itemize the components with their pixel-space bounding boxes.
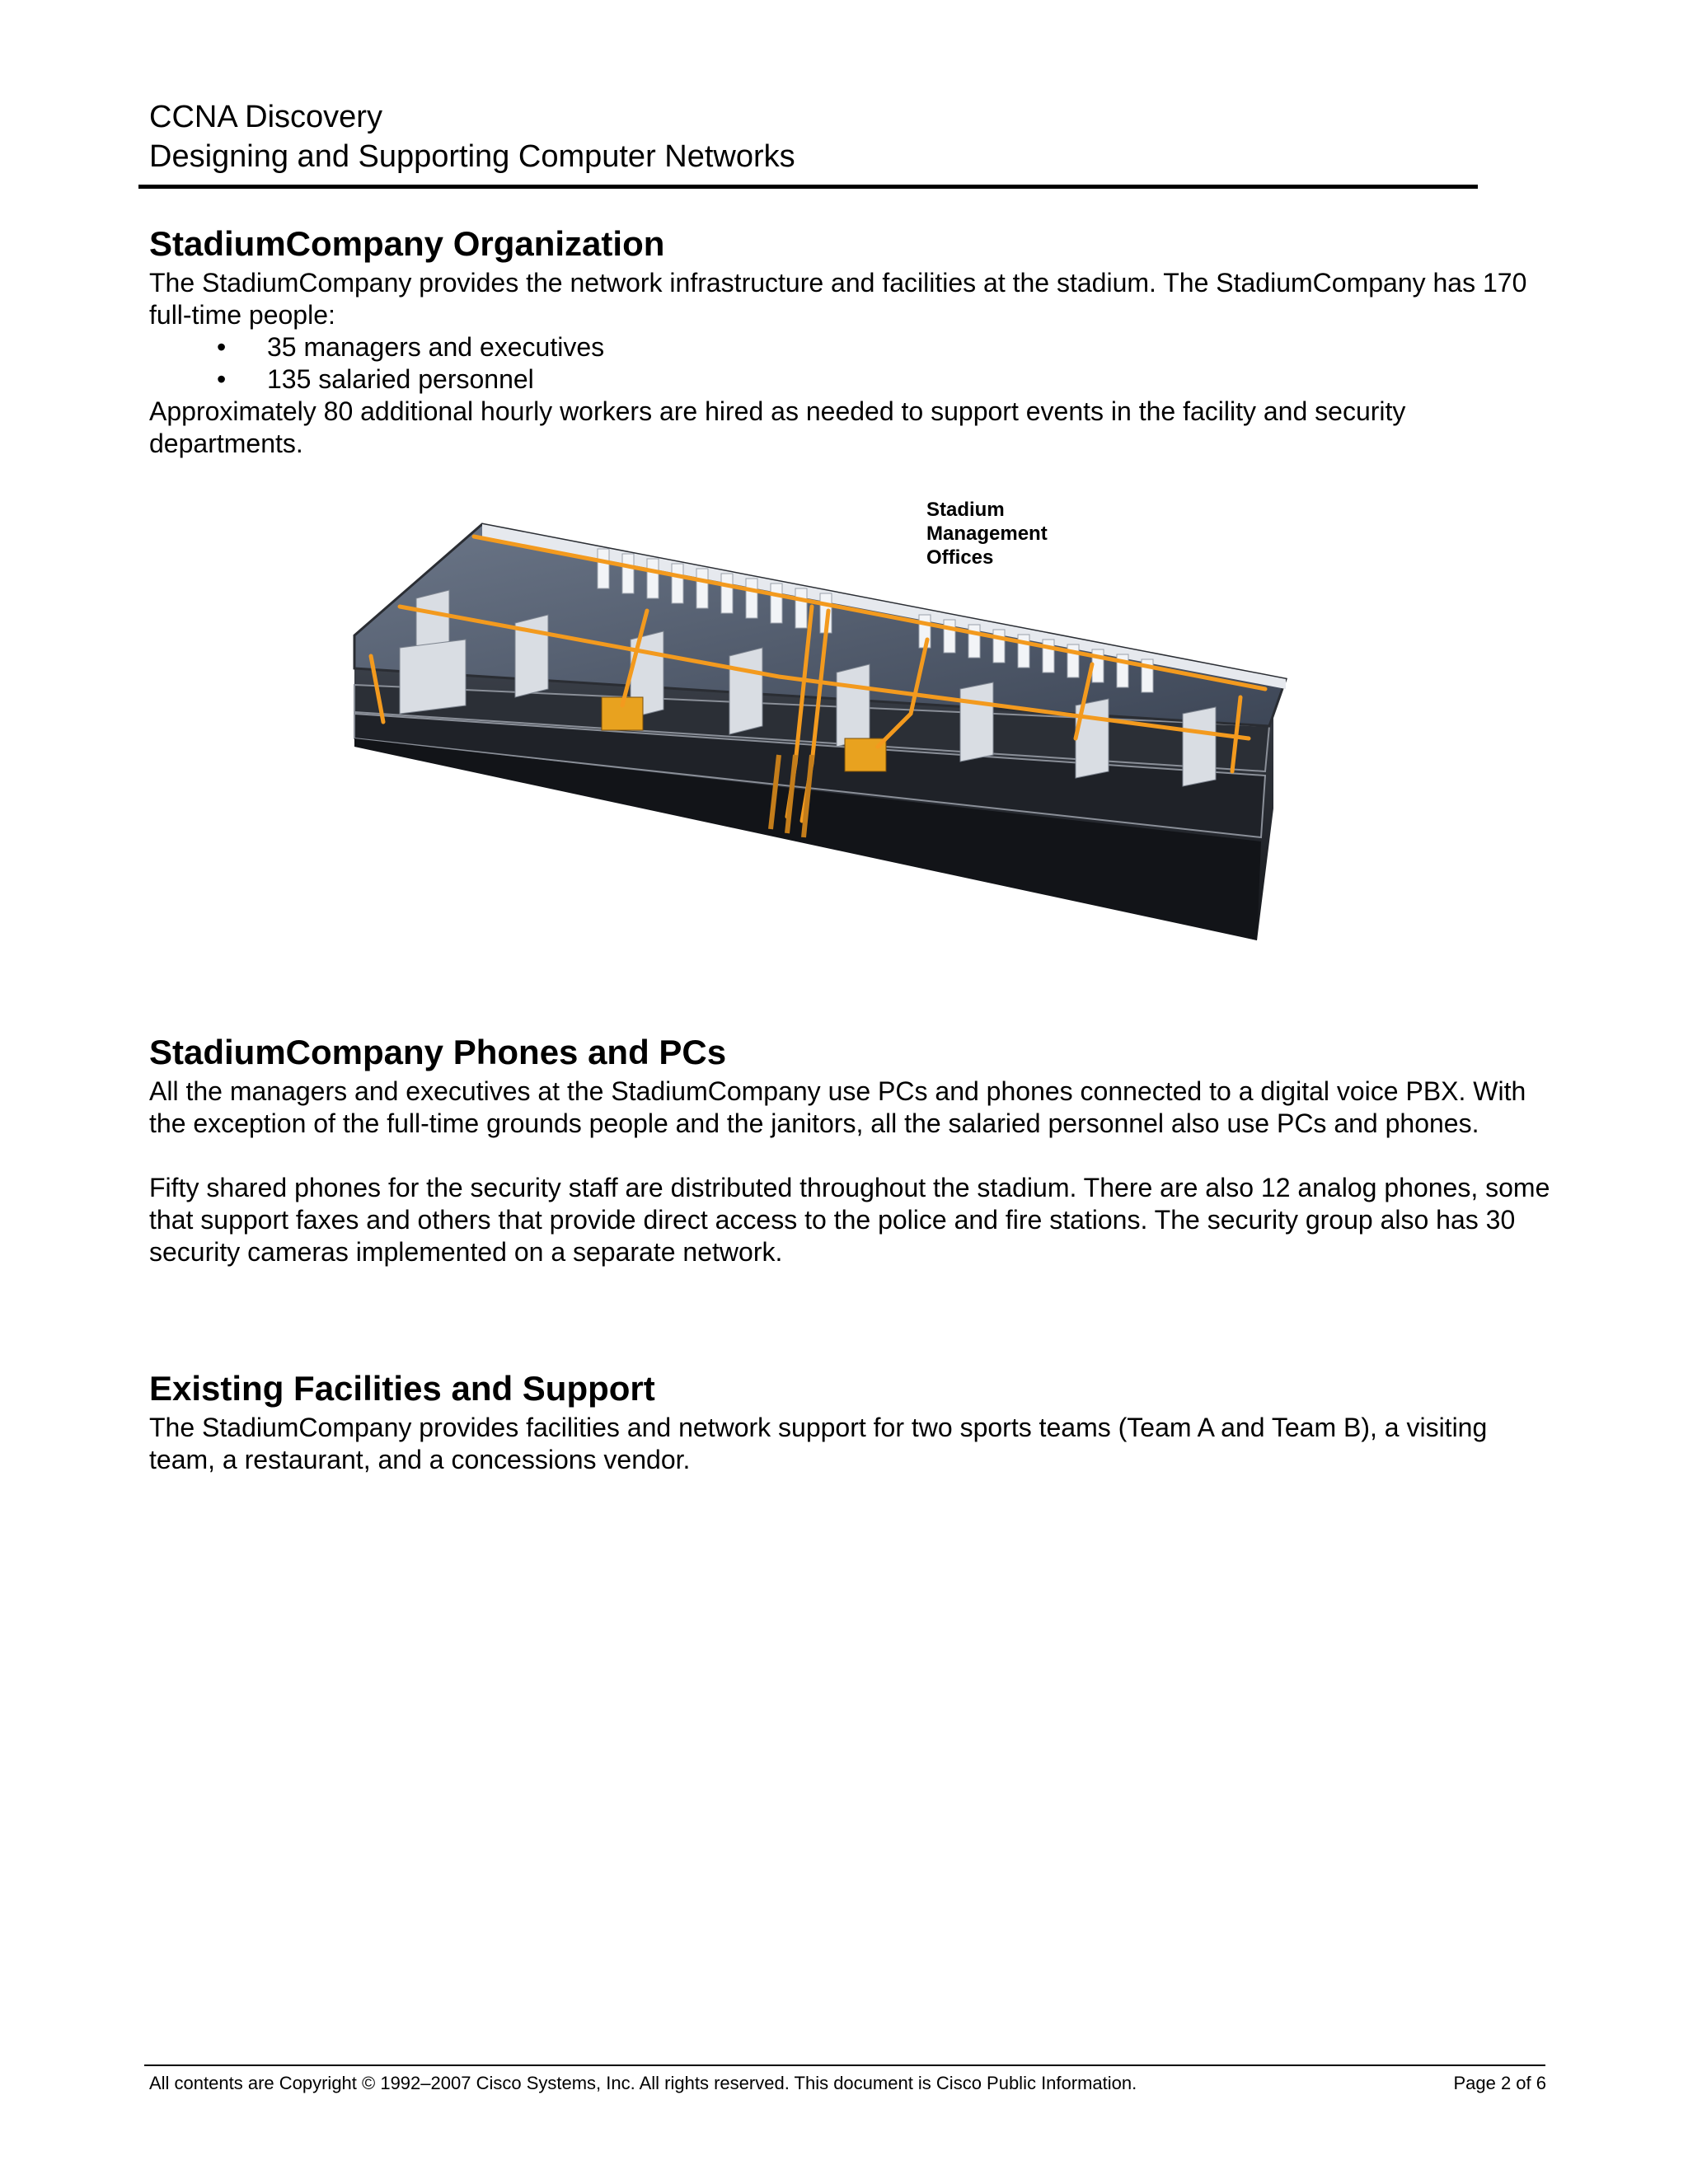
phones-paragraph-2: Fifty shared phones for the security staff are distributed throughout the stadium. There are also 12 analog phones, some that support faxes and others that provide direct access to the police and fire stations. The security group also has 30 security cameras implemented on a separate network. [149, 1173, 1550, 1267]
facilities-paragraph: The StadiumCompany provides facilities and network support for two sports teams (Team A and Team B), a visiting team, a restaurant, and a concessions vendor. [149, 1413, 1488, 1474]
organization-hourly: Approximately 80 additional hourly workers are hired as needed to support events in the facility and security departments. [149, 396, 1406, 458]
footer-divider [144, 2064, 1545, 2066]
section-spacer [149, 1268, 1550, 1366]
list-item: • 135 salaried personnel [149, 363, 1550, 396]
section-heading-phones: StadiumCompany Phones and PCs [149, 1033, 727, 1071]
figure-label: Stadium Management Offices [926, 499, 1048, 569]
page-number: Page 2 of 6 [1453, 2073, 1546, 2093]
section-heading-facilities: Existing Facilities and Support [149, 1369, 655, 1408]
section-phones [149, 1029, 1550, 1268]
document-header [149, 97, 1476, 176]
stadium-offices-illustration [350, 491, 1306, 943]
copyright-notice: All contents are Copyright © 1992–2007 Cisco Systems, Inc. All rights reserved. This document is Cisco Public Information. [149, 2073, 1137, 2093]
phones-paragraph-1: All the managers and executives at the StadiumCompany use PCs and phones connected to a digital voice PBX. With the exception of the full-time grounds people and the janitors, all the salaried personnel also use PCs and phones. [149, 1076, 1526, 1138]
section-facilities [149, 1366, 1550, 1476]
section-heading-organization: StadiumCompany Organization [149, 224, 665, 263]
organization-intro: The StadiumCompany provides the network infrastructure and facilities at the stadium. The StadiumCompany has 170 full-time people: [149, 268, 1527, 330]
course-title: CCNA Discovery [149, 100, 382, 134]
course-subtitle: Designing and Supporting Computer Networks [149, 139, 795, 174]
list-item: • 35 managers and executives [149, 331, 1550, 363]
header-divider [138, 185, 1478, 189]
staff-list [149, 331, 1550, 396]
section-organization [149, 221, 1550, 460]
